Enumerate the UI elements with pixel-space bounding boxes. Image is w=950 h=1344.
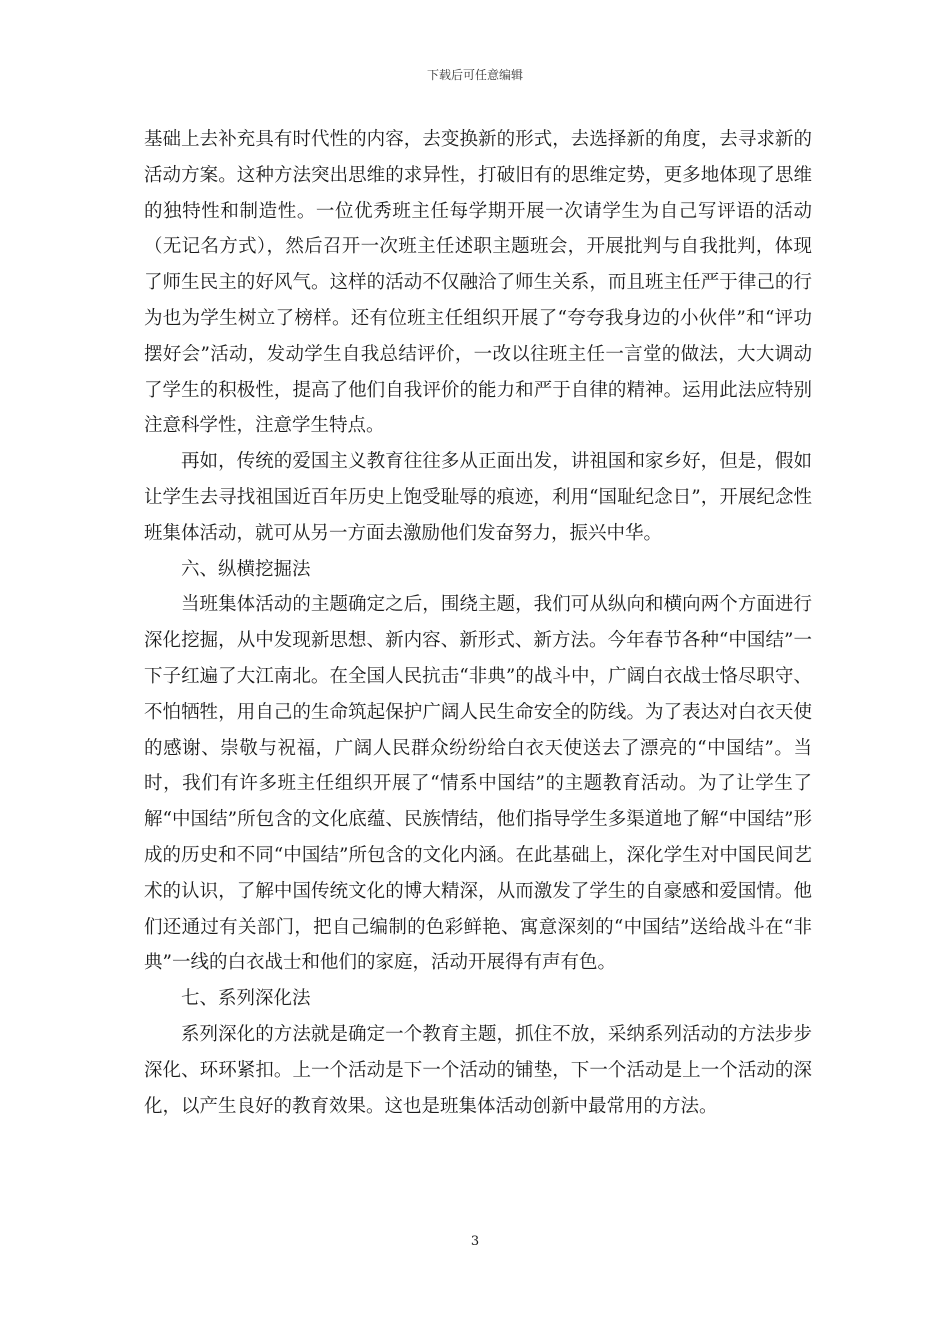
page-header: 下载后可任意编辑	[426, 68, 523, 82]
paragraph-continuation: 基础上去补充具有时代性的内容，去变换新的形式，去选择新的角度，去寻求新的活动方案。这种方法突出思维的求异性，打破旧有的思维定势，更多地体现了思维的独特性和制造性。一位优秀班主任每学期开展一次请学生为自己写评语的活动（无记名方式），然后召开一次班主任述职主题班会，开展批判与自我批判，体现了师生民主的好风气。这样的活动不仅融洽了师生关系，而且班主任严于律己的行为也为学生树立了榜样。还有位班主任组织开展了“夸夸我身边的小伙伴”和“评功摆好会”活动，发动学生自我总结评价，一改以往班主任一言堂的做法，大大调动了学生的积极性，提高了他们自我评价的能力和严于自律的精神。运用此法应特别注意科学性，注意学生特点。	[144, 129, 812, 437]
paragraph-patriotic-education: 再如，传统的爱国主义教育往往多从正面出发，讲祖国和家乡好，但是，假如让学生去寻找祖国近百年历史上饱受耻辱的痕迹，利用“国耻纪念日”，开展纪念性班集体活动，就可从另一方面去激励他们发奋努力，振兴中华。	[144, 451, 812, 544]
paragraph-series-deepening: 系列深化的方法就是确定一个教育主题，抓住不放，采纳系列活动的方法步步深化、环环紧扣。上一个活动是下一个活动的铺垫，下一个活动是上一个活动的深化，以产生良好的教育效果。这也是班集体活动创新中最常用的方法。	[144, 1023, 812, 1117]
page-number: 3	[470, 1234, 480, 1249]
section-heading-seven: 七、系列深化法	[181, 988, 311, 1010]
section-heading-six: 六、纵横挖掘法	[181, 558, 311, 580]
document-body	[144, 122, 812, 1124]
paragraph-vertical-horizontal: 当班集体活动的主题确定之后，围绕主题，我们可从纵向和横向两个方面进行深化挖掘，从中发现新思想、新内容、新形式、新方法。今年春节各种“中国结”一下子红遍了大江南北。在全国人民抗击“非典”的战斗中，广阔白衣战士恪尽职守、不怕牺牲，用自己的生命筑起保护广阔人民生命安全的防线。为了表达对白衣天使的感谢、崇敬与祝福，广阔人民群众纷纷给白衣天使送去了漂亮的“中国结”。当时，我们有许多班主任组织开展了“情系中国结”的主题教育活动。为了让学生了解“中国结”所包含的文化底蕴、民族情结，他们指导学生多渠道地了解“中国结”形成的历史和不同“中国结”所包含的文化内涵。在此基础上，深化学生对中国民间艺术的认识，了解中国传统文化的博大精深，从而激发了学生的自豪感和爱国情。他们还通过有关部门，把自己编制的色彩鲜艳、寓意深刻的“中国结”送给战斗在“非典”一线的白衣战士和他们的家庭，活动开展得有声有色。	[144, 594, 812, 974]
